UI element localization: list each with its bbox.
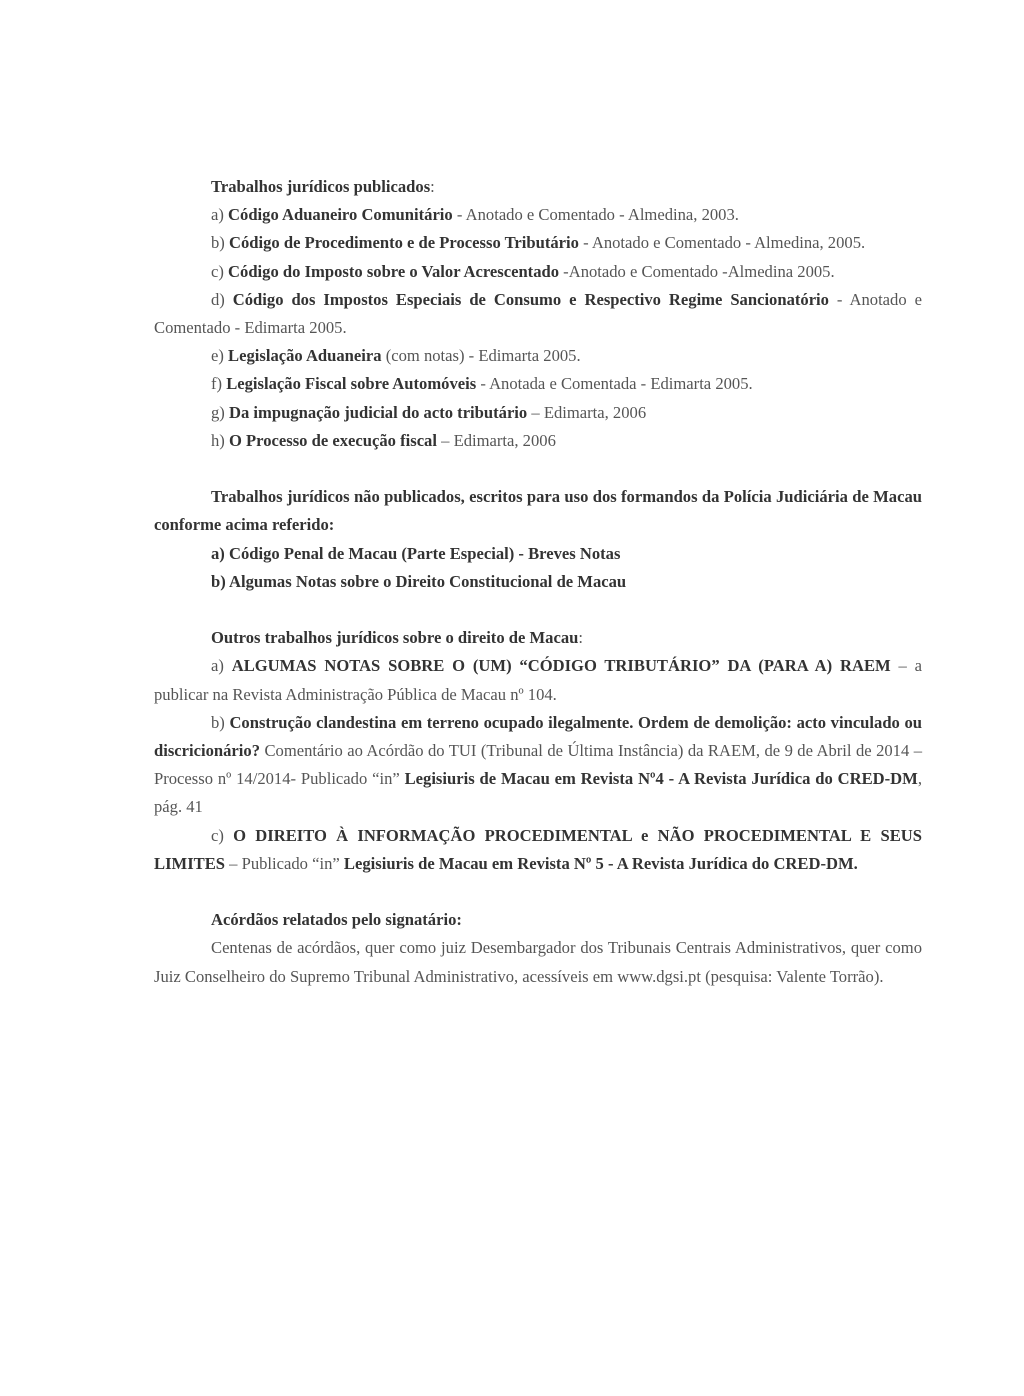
- published-heading: Trabalhos jurídicos publicados:: [211, 177, 435, 196]
- spacer: [154, 878, 922, 906]
- journal-title: Legisiuris de Macau em Revista Nº 5 - A Revista Jurídica do CRED-DM.: [343, 853, 858, 873]
- other-item-title: O DIREITO À INFORMAÇÃO PROCEDIMENTAL: [233, 825, 632, 845]
- other-heading: Outros trabalhos jurídicos sobre o direito de Macau:: [211, 628, 583, 648]
- published-item-c: c) Código do Imposto sobre o Valor Acrescentado -Anotado e Comentado -Almedina 2005.: [211, 261, 835, 281]
- published-heading-text: Trabalhos jurídicos publicados: [211, 177, 431, 196]
- spacer: [154, 596, 922, 624]
- other-item-title-2: NÃO PROCEDIMENTAL E SEUS LIMITES: [154, 825, 922, 873]
- published-item-a: a) Código Aduaneiro Comunitário - Anotado e Comentado - Almedina, 2003.: [211, 205, 739, 225]
- published-item-g: g) Da impugnação judicial do acto tributário – Edimarta, 2006: [211, 402, 647, 422]
- journal-title: Legisiuris de Macau em Revista Nº4 - A Revista Jurídica do CRED-DM: [404, 769, 918, 789]
- published-item-title: Da impugnação judicial do acto tributário: [228, 402, 528, 422]
- unpublished-heading: Trabalhos jurídicos não publicados, escritos para uso dos formandos da Polícia Judiciária de Macau conforme acima referido:: [154, 487, 922, 535]
- published-item-b: b) Código de Procedimento e de Processo Tributário - Anotado e Comentado - Almedina, 2005.: [211, 233, 866, 253]
- published-item-title: Código Aduaneiro Comunitário: [228, 205, 453, 225]
- published-item-title: Código dos Impostos Especiais de Consumo e Respectivo Regime Sancionatório: [232, 289, 829, 309]
- published-item-f: f) Legislação Fiscal sobre Automóveis - Anotada e Comentada - Edimarta 2005.: [211, 374, 753, 394]
- published-item-title: Legislação Fiscal sobre Automóveis: [226, 374, 477, 394]
- rulings-text: Centenas de acórdãos, quer como juiz Desembargador dos Tribunais Centrais Administrativos, quer como Juiz Conselheiro do Supremo Tribunal Administrativo, acessíveis em www.dgsi.pt (pesquisa: Valente Torrão).: [154, 938, 922, 986]
- unpublished-item-a: a) Código Penal de Macau (Parte Especial) - Breves Notas: [211, 543, 621, 563]
- published-item-title: Código do Imposto sobre o Valor Acrescentado: [228, 261, 560, 281]
- published-item-title: O Processo de execução fiscal: [228, 430, 437, 450]
- published-item-title: Código de Procedimento e de Processo Tributário: [228, 233, 579, 253]
- published-item-h: h) O Processo de execução fiscal – Edimarta, 2006: [211, 430, 556, 450]
- unpublished-item-b: b) Algumas Notas sobre o Direito Constitucional de Macau: [211, 571, 627, 591]
- spacer: [154, 455, 922, 483]
- published-item-d: d) Código dos Impostos Especiais de Consumo e Respectivo Regime Sancionatório - Anotado e Comentado - Edimarta 2005.: [154, 289, 922, 338]
- other-item-b: b) Construção clandestina em terreno ocupado ilegalmente. Ordem de demolição: acto vinculado ou discricionário? Comentário ao Acórdão do TUI (Tribunal de Última Instância) da RAEM, de 9 de Abril de 2014 – Processo nº 14/2014- Publicado “in” Legisiuris de Macau em Revista Nº4 - A Revista Jurídica do CRED-DM, pág. 41: [154, 712, 922, 817]
- published-item-e: e) Legislação Aduaneira (com notas) - Edimarta 2005.: [211, 346, 581, 366]
- other-heading-text: Outros trabalhos jurídicos sobre o direito de Macau: [211, 628, 579, 648]
- rulings-heading: Acórdãos relatados pelo signatário:: [211, 910, 462, 930]
- other-item-title: ALGUMAS NOTAS SOBRE O (UM) “CÓDIGO TRIBUTÁRIO” DA (PARA A) RAEM: [231, 656, 891, 676]
- other-item-a: a) ALGUMAS NOTAS SOBRE O (UM) “CÓDIGO TRIBUTÁRIO” DA (PARA A) RAEM – a publicar na Revista Administração Pública de Macau nº 104.: [154, 656, 922, 704]
- document-page: [154, 173, 922, 991]
- published-item-title: Legislação Aduaneira: [228, 346, 382, 366]
- other-item-title: Construção clandestina em terreno ocupado ilegalmente. Ordem de demolição: acto vinculado ou discricionário?: [154, 712, 922, 761]
- other-item-c: c) O DIREITO À INFORMAÇÃO PROCEDIMENTAL e NÃO PROCEDIMENTAL E SEUS LIMITES – Publicado “in” Legisiuris de Macau em Revista Nº 5 - A Revista Jurídica do CRED-DM.: [154, 825, 922, 873]
